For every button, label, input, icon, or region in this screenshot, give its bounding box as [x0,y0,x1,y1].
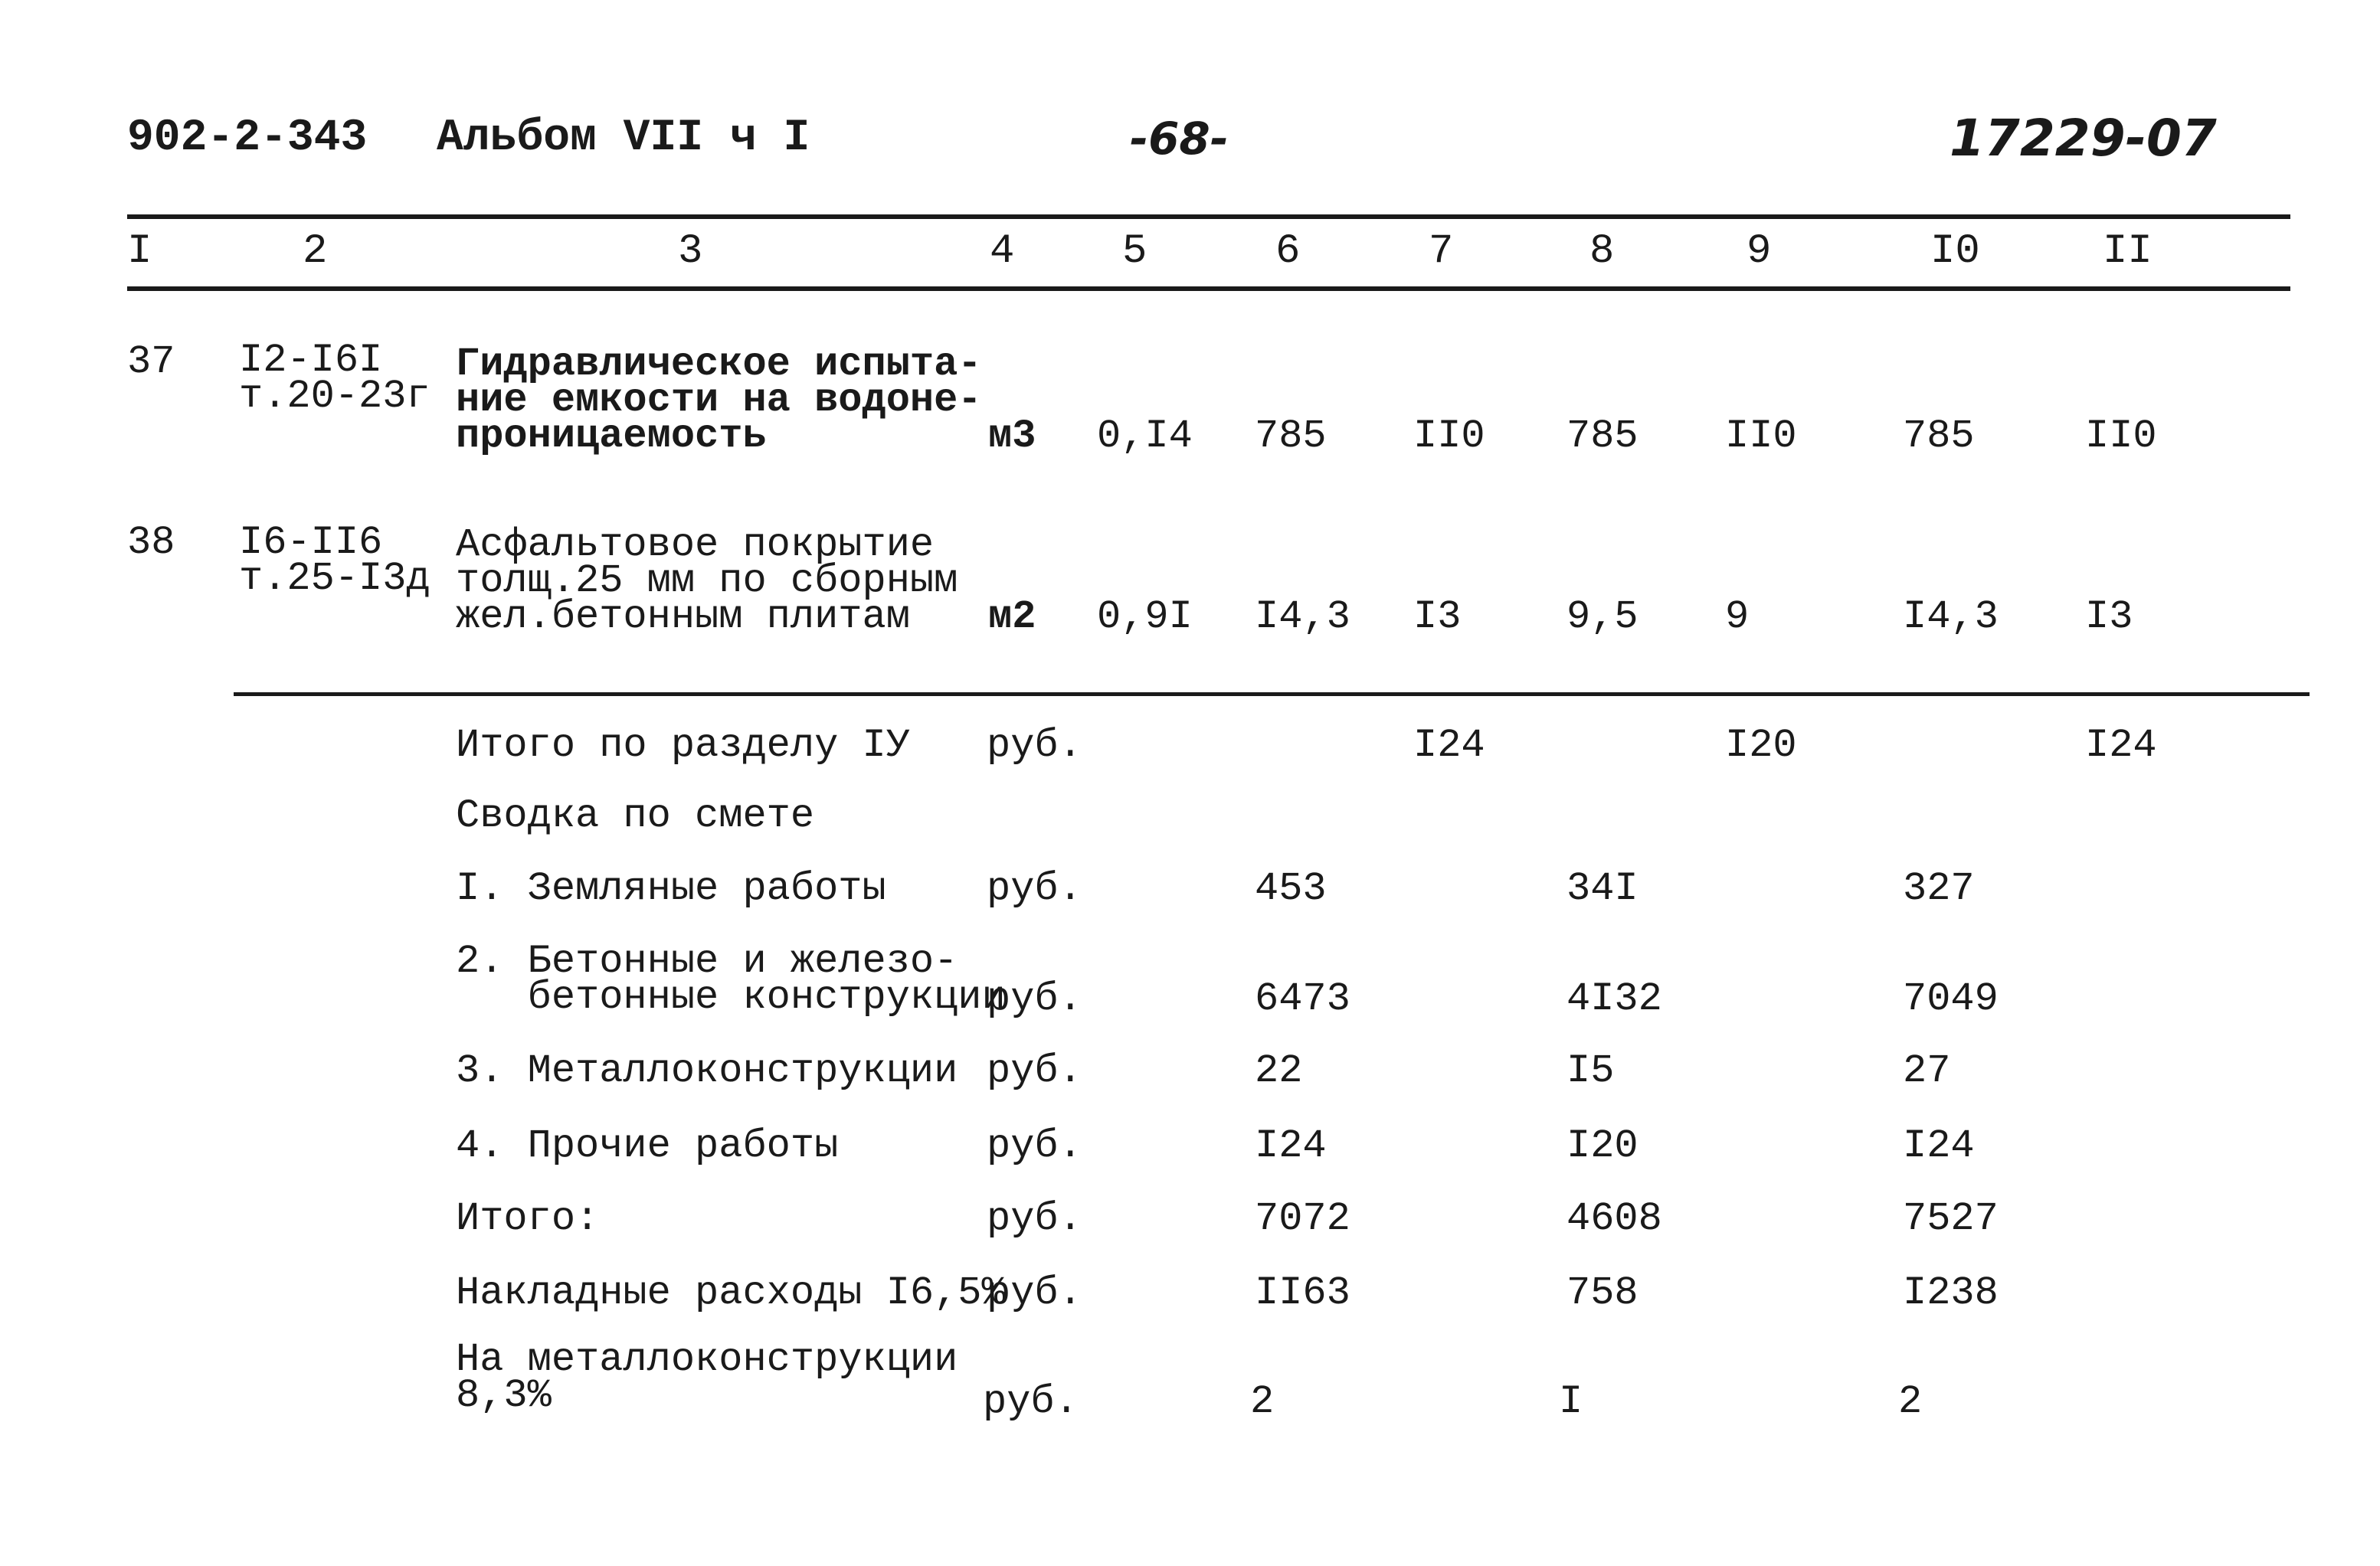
summary-col8: I20 [1566,1123,1639,1169]
summary-unit: руб. [987,1048,1082,1094]
summary-label: Итого: [456,1196,600,1241]
section-total-unit: руб. [987,723,1082,768]
row-number: 38 [127,520,175,565]
summary-col8: 4I32 [1566,976,1662,1022]
summary-col8: 4608 [1566,1196,1662,1241]
summary-unit: руб. [987,1123,1082,1169]
table-header-rule [127,286,2290,291]
row-col7: II0 [1413,414,1485,459]
row-col8: 9,5 [1566,594,1639,639]
summary-col6: 6473 [1255,976,1350,1022]
row-description: Гидравлическое испыта- ние емкости на водоне- проницаемость [456,342,982,459]
summary-unit: руб. [987,976,1082,1022]
summary-label: На металлоконструкции 8,3% [456,1337,958,1418]
column-number: 3 [678,228,703,275]
section-total-col7: I24 [1413,723,1485,768]
summary-col6: II63 [1255,1270,1350,1316]
section-total-label: Итого по разделу IУ [456,723,910,768]
summary-unit: руб. [987,1196,1082,1241]
summary-col8: 34I [1566,866,1639,911]
summary-col6: 7072 [1255,1196,1350,1241]
summary-col10: 327 [1903,866,1975,911]
row-col11: II0 [2085,414,2157,459]
row-description: Асфальтовое покрытие толщ.25 мм по сборным жел.бетонным плитам [456,522,958,639]
column-number: I0 [1930,228,1980,275]
page-number: -68- [1130,113,1229,165]
summary-col10: 2 [1898,1379,1923,1424]
summary-col10: 7527 [1903,1196,1999,1241]
row-col9: II0 [1725,414,1797,459]
summary-label: I. Земляные работы [456,866,886,911]
summary-label: 2. Бетонные и железо- бетонные конструкции [456,939,1006,1020]
summary-col6: 453 [1255,866,1327,911]
column-number: II [2103,228,2152,275]
summary-unit: руб. [987,866,1082,911]
column-number: 7 [1429,228,1454,275]
row-unit: м3 [988,414,1036,459]
summary-unit: руб. [983,1379,1079,1424]
section-rule [234,692,2310,696]
summary-col8: 758 [1566,1270,1639,1316]
column-number: 6 [1275,228,1301,275]
row-col8: 785 [1566,414,1639,459]
row-col6: 785 [1255,414,1327,459]
project-code: 902-2-343 [127,113,368,163]
row-quantity: 0,I4 [1097,414,1193,459]
column-number: 9 [1747,228,1772,275]
summary-unit: руб. [987,1270,1082,1316]
row-code: I2-I6I т.20-23г [239,338,430,419]
row-col6: I4,3 [1255,594,1350,639]
summary-col6: I24 [1255,1123,1327,1169]
row-unit: м2 [988,594,1036,639]
summary-title: Сводка по смете [456,793,815,839]
section-total-col11: I24 [2085,723,2157,768]
row-number: 37 [127,339,175,384]
row-col10: I4,3 [1903,594,1999,639]
row-col11: I3 [2085,594,2133,639]
column-number: I [127,228,152,275]
column-number: 4 [990,228,1015,275]
row-code: I6-II6 т.25-I3д [239,520,430,601]
row-quantity: 0,9I [1097,594,1193,639]
summary-col6: 22 [1255,1048,1303,1094]
summary-label: Накладные расходы I6,5% [456,1270,1006,1316]
summary-col8: I [1559,1379,1583,1424]
row-col10: 785 [1903,414,1975,459]
summary-col10: 7049 [1903,976,1999,1022]
summary-col8: I5 [1566,1048,1615,1094]
summary-label: 4. Прочие работы [456,1123,839,1169]
album-label: Альбом VII ч I [437,113,810,163]
section-total-col9: I20 [1725,723,1797,768]
summary-col10: I238 [1903,1270,1999,1316]
summary-label: 3. Металлоконструкции [456,1048,958,1094]
summary-col10: 27 [1903,1048,1951,1094]
column-number: 5 [1122,228,1147,275]
column-number: 2 [303,228,328,275]
column-number: 8 [1589,228,1615,275]
row-col7: I3 [1413,594,1462,639]
summary-col6: 2 [1250,1379,1275,1424]
table-top-rule [127,214,2290,219]
row-col9: 9 [1725,594,1750,639]
summary-col10: I24 [1903,1123,1975,1169]
document-number: 17229-07 [1950,109,2217,168]
